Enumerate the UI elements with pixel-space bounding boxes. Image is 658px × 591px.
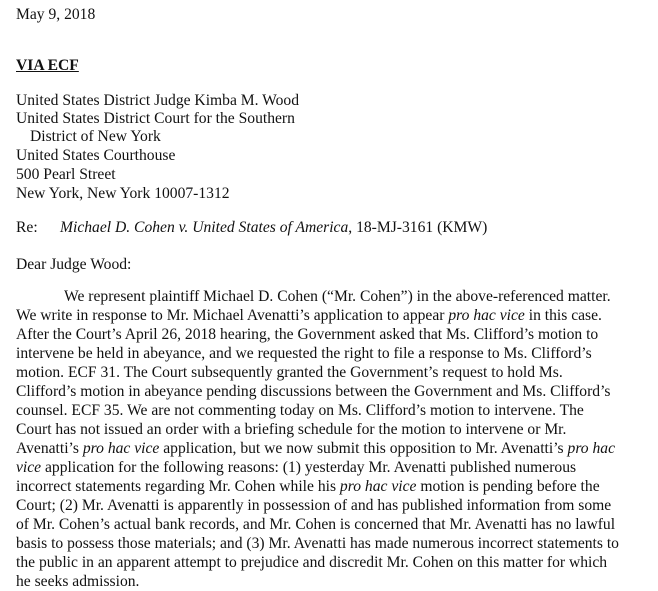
- body-line: We represent plaintiff Michael D. Cohen (“Mr. Cohen”) in the above-referenced matter.: [64, 288, 611, 305]
- body-line: Court; (2) Mr. Avenatti is apparently in possession of and has published information from some: [16, 497, 612, 514]
- body-line: incorrect statements regarding Mr. Cohen while his pro hac vice motion is pending before the: [16, 478, 600, 495]
- recipient-line-5: 500 Pearl Street: [16, 166, 116, 183]
- body-line: vice application for the following reasons: (1) yesterday Mr. Avenatti published numerous: [16, 459, 577, 476]
- body-line: We write in response to Mr. Michael Avenatti’s application to appear pro hac vice in this case.: [16, 307, 602, 324]
- body-line: the public in an apparent attempt to prejudice and discredit Mr. Cohen on this matter for which: [16, 554, 608, 571]
- case-number: , 18-MJ-3161 (KMW): [348, 219, 488, 236]
- re-label: Re:: [16, 219, 38, 236]
- body-line: Avenatti’s pro hac vice application, but we now submit this opposition to Mr. Avenatti’s pro hac: [16, 440, 616, 457]
- salutation: Dear Judge Wood:: [16, 256, 132, 273]
- recipient-line-6: New York, New York 10007-1312: [16, 185, 230, 202]
- letter-date: May 9, 2018: [16, 6, 96, 23]
- case-name: Michael D. Cohen v. United States of America: [60, 219, 349, 236]
- body-line: basis to possess those materials; and (3) Mr. Avenatti has made numerous incorrect statements to: [16, 535, 619, 552]
- body-line: After the Court’s April 26, 2018 hearing, the Government asked that Ms. Clifford’s motion to: [16, 326, 599, 343]
- recipient-line-2: United States District Court for the Southern: [16, 110, 295, 127]
- body-line: intervene be held in abeyance, and we requested the right to file a response to Ms. Clifford’s: [16, 345, 592, 362]
- body-line: of Mr. Cohen’s actual bank records, and Mr. Cohen is concerned that Mr. Avenatti has no lawful: [16, 516, 616, 533]
- body-line: Clifford’s motion in abeyance pending discussions between the Government and Ms. Clifford’s: [16, 383, 611, 400]
- delivery-method: VIA ECF: [16, 57, 79, 74]
- body-line: he seeks admission.: [16, 573, 140, 590]
- body-line: counsel. ECF 35. We are not commenting today on Ms. Clifford’s motion to intervene. The: [16, 402, 584, 419]
- re-subject: [60, 218, 487, 237]
- recipient-line-1: United States District Judge Kimba M. Wood: [16, 92, 300, 109]
- body-line: motion. ECF 31. The Court subsequently granted the Government’s request to hold Ms.: [16, 364, 563, 381]
- body-line: Court has not issued an order with a briefing schedule for the motion to intervene or Mr.: [16, 421, 567, 438]
- recipient-line-4: United States Courthouse: [16, 147, 176, 164]
- letter-body-paragraph: [16, 287, 650, 591]
- recipient-line-3: District of New York: [30, 128, 161, 145]
